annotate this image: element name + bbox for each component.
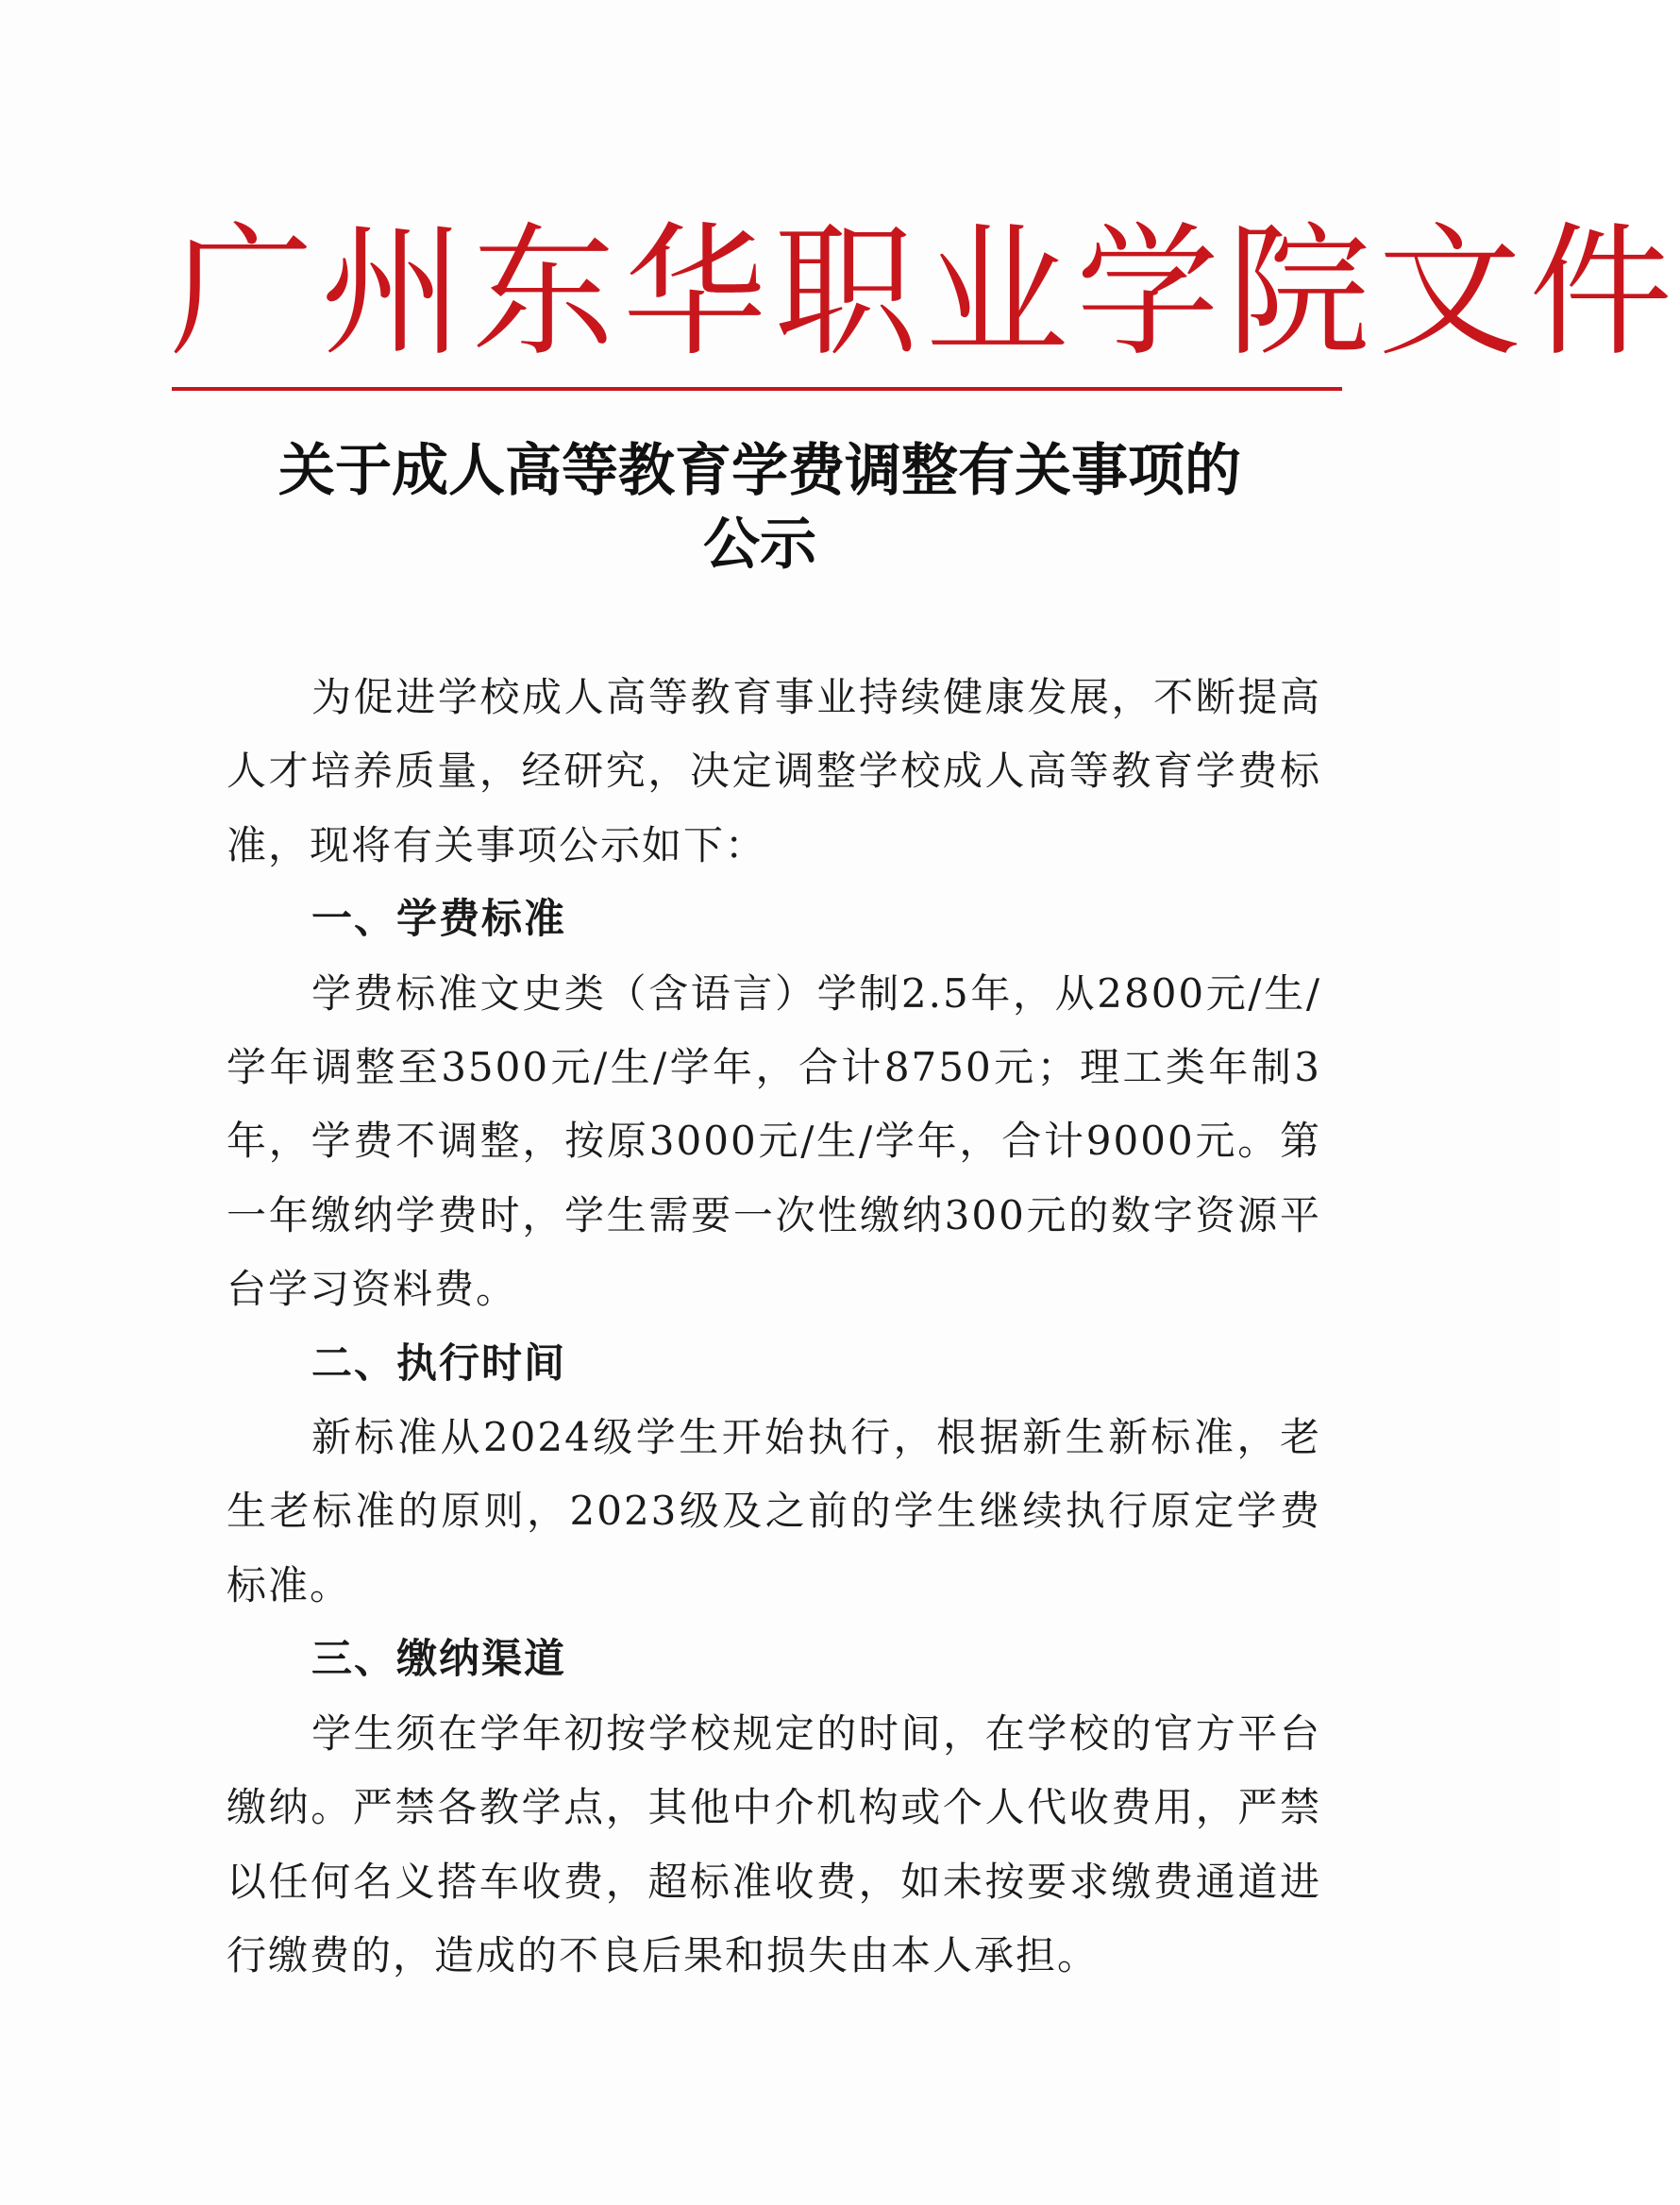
document-body — [227, 661, 1321, 1993]
section-text-payment-channel: 学生须在学年初按学校规定的时间，在学校的官方平台缴纳。严禁各教学点，其他中介机构或个人代收费用，严禁以任何名义搭车收费，超标准收费，如未按要求缴费通道进行缴费的，造成的不良后果和损失由本人承担。 — [227, 1709, 1321, 1978]
section-text-effective-time: 新标准从2024级学生开始执行，根据新生新标准，老生老标准的原则，2023级及之前的学生继续执行原定学费标准。 — [227, 1414, 1321, 1608]
section-heading-effective-time: 二、执行时间 — [311, 1339, 566, 1388]
red-divider-line — [172, 387, 1342, 391]
title-line-2: 公示 — [703, 512, 816, 578]
section-text-fee-standard: 学费标准文史类（含语言）学制2.5年，从2800元/生/学年调整至3500元/生/学年，合计8750元；理工类年制3年，学费不调整，按原3000元/生/学年，合计9000元。第一年缴纳学费时，学生需要一次性缴纳300元的数字资源平台学习资料费。 — [227, 969, 1321, 1313]
section-heading-payment-channel: 三、缴纳渠道 — [311, 1636, 566, 1684]
document-title — [151, 434, 1369, 581]
issuer-header: 广州东华职业学院文件 — [170, 209, 1680, 376]
intro-paragraph: 为促进学校成人高等教育事业持续健康发展，不断提高人才培养质量，经研究，决定调整学校成人高等教育学费标准，现将有关事项公示如下： — [227, 674, 1321, 868]
section-heading-fee-standard: 一、学费标准 — [311, 896, 566, 944]
title-line-1: 关于成人高等教育学费调整有关事项的 — [278, 438, 1241, 504]
